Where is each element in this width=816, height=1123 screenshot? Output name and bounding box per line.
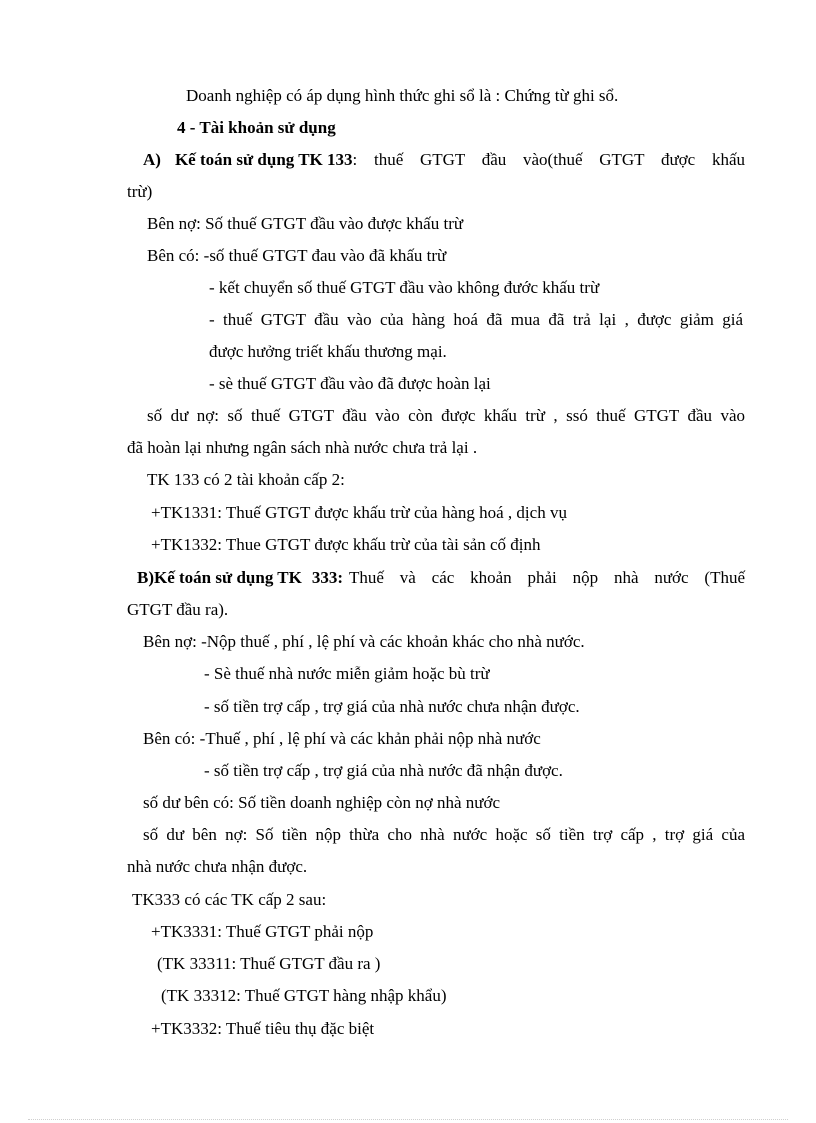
part-a-tk-item: +TK1331: Thuế GTGT được khấu trừ của hàng hoá , dịch vụ: [151, 503, 567, 522]
part-a-tk-intro: TK 133 có 2 tài khoản cấp 2:: [147, 470, 345, 489]
part-a-bold-title: Kế toán sử dụng TK 133: [174, 150, 353, 169]
part-a-ben-co-item: - sè thuế GTGT đầu vào đã được hoàn lại: [209, 374, 491, 393]
part-a-ben-co-item: - kết chuyển số thuế GTGT đầu vào không đước khấu trừ: [209, 278, 600, 297]
part-a-so-du-no-cont: đã hoàn lại nhưng ngân sách nhà nước chưa trả lại .: [127, 438, 478, 457]
part-b-title-cont: GTGT đầu ra).: [127, 600, 229, 619]
part-b-so-du-no: số dư bên nợ: Số tiền nộp thừa cho nhà nước hoặc số tiền trợ cấp , trợ giá của: [143, 825, 745, 844]
part-b-so-du-co: số dư bên có: Số tiền doanh nghiệp còn nợ nhà nước: [143, 793, 500, 812]
part-b-tk-item: +TK3332: Thuế tiêu thụ đặc biệt: [151, 1019, 375, 1038]
part-a-title-rest: : thuế GTGT đầu vào(thuế GTGT được khấu: [352, 150, 745, 169]
part-a-tk-item: +TK1332: Thue GTGT được khấu trừ của tài sản cố định: [151, 535, 541, 554]
part-a-ben-no: Bên nợ: Số thuế GTGT đầu vào được khấu trừ: [147, 214, 464, 233]
part-a-heading: [143, 149, 745, 171]
part-b-heading: [137, 567, 745, 589]
intro-line: Doanh nghiệp có áp dụng hình thức ghi sổ là : Chứng từ ghi sổ.: [186, 86, 619, 105]
part-a-ben-co: Bên có: -số thuế GTGT đau vào đã khấu trừ: [147, 246, 447, 265]
part-b-title-rest: Thuế và các khoản phải nộp nhà nước (Thuế: [349, 568, 745, 587]
part-b-ben-no-item: - Sè thuế nhà nước miễn giảm hoặc bù trừ: [204, 664, 490, 683]
page-bottom-divider: [28, 1119, 788, 1120]
part-b-ben-co: Bên có: -Thuế , phí , lệ phí và các khản phải nộp nhà nước: [143, 729, 541, 748]
part-a-so-du-no: số dư nợ: số thuế GTGT đầu vào còn được khấu trừ , ssó thuế GTGT đầu vào: [147, 406, 745, 425]
part-b-ben-co-item: - số tiền trợ cấp , trợ giá của nhà nước đã nhận được.: [204, 761, 563, 780]
section-heading: [177, 117, 336, 139]
part-a-ben-co-item: - thuế GTGT đầu vào của hàng hoá đã mua đã trả lại , được giảm giá: [209, 310, 743, 329]
part-b-bold-number: 333:: [311, 568, 343, 587]
part-a-ben-co-item: được hưởng triết khấu thương mại.: [209, 342, 447, 361]
part-b-ben-no-item: - số tiền trợ cấp , trợ giá của nhà nước chưa nhận được.: [204, 697, 580, 716]
part-b-tk-item: (TK 33311: Thuế GTGT đầu ra ): [157, 954, 381, 973]
part-b-tk-item: +TK3331: Thuế GTGT phải nộp: [151, 922, 374, 941]
part-b-so-du-no-cont: nhà nước chưa nhận được.: [127, 857, 308, 876]
part-b-bold-title: B)Kế toán sử dụng TK: [137, 568, 302, 587]
part-b-ben-no: Bên nợ: -Nộp thuế , phí , lệ phí và các khoản khác cho nhà nước.: [143, 632, 585, 651]
part-b-tk-intro: TK333 có các TK cấp 2 sau:: [132, 890, 327, 909]
part-a-title-cont: trừ): [127, 182, 153, 201]
part-a-label: A): [143, 150, 161, 169]
section-heading-text: 4 - Tài khoản sử dụng: [177, 118, 336, 137]
part-b-tk-item: (TK 33312: Thuế GTGT hàng nhập khẩu): [161, 986, 447, 1005]
